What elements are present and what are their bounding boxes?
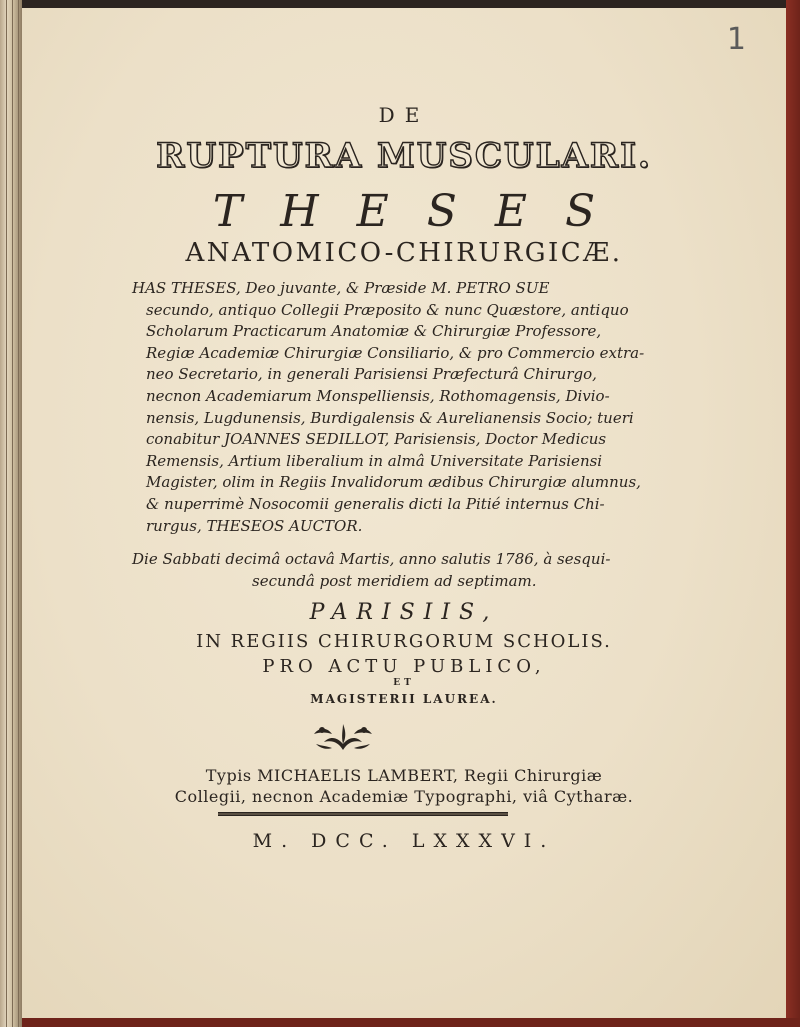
- book-edge-bottom: [22, 1018, 800, 1027]
- paragraph-line: Regiæ Academiæ Chirurgiæ Consiliario, & pro Commercio extra-: [146, 343, 645, 362]
- paragraph-line: necnon Academiarum Monspelliensis, Rothomagensis, Divio-: [146, 386, 610, 405]
- place-schools: IN REGIIS CHIRURGORUM SCHOLIS.: [196, 631, 612, 652]
- place-city: PARISIIS,: [309, 600, 499, 625]
- paragraph-line: Magister, olim in Regiis Invalidorum ædibus Chirurgiæ alumnus,: [146, 473, 641, 492]
- title-de: DE: [378, 103, 430, 127]
- paragraph-line: Scholarum Practicarum Anatomiæ & Chirurgiæ Professore,: [146, 322, 602, 341]
- paragraph-line: neo Secretario, in generali Parisiensi Præfecturâ Chirurgo,: [146, 365, 597, 384]
- paragraph-line: & nuperrimè Nosocomii generalis dicti la Pitié internus Chi-: [146, 494, 605, 513]
- paragraph-line: secundo, antiquo Collegii Præposito & nunc Quæstore, antiquo: [146, 300, 629, 319]
- title-page: [22, 8, 786, 1018]
- book-binding: [0, 0, 22, 1027]
- paragraph-line: HAS THESES, Deo juvante, & Præside M. PETRO SUE: [132, 279, 550, 297]
- printer-imprint: [22, 765, 786, 807]
- public-act: PRO ACTU PUBLICO,: [262, 656, 546, 677]
- page-number-annotation: 1: [726, 22, 746, 57]
- paragraph-line: nensis, Lugdunensis, Burdigalensis & Aurelianensis Socio; tueri: [146, 408, 634, 427]
- defense-date: [132, 548, 611, 592]
- publication-year: M. DCC. LXXXVI.: [252, 830, 556, 852]
- date-line: secundâ post meridiem ad septimam.: [252, 572, 537, 590]
- date-line: Die Sabbati decimâ octavâ Martis, anno salutis 1786, à sesqui-: [132, 550, 611, 568]
- paragraph-line: Remensis, Artium liberalium in almâ Universitate Parisiensi: [146, 451, 603, 470]
- book-edge-right: [786, 0, 800, 1027]
- title-subtitle: ANATOMICO-CHIRURGICÆ.: [185, 238, 623, 268]
- laurea-line: MAGISTERII LAUREA.: [310, 692, 498, 706]
- imprint-line: Collegii, necnon Academiæ Typographi, viâ Cytharæ.: [174, 787, 634, 806]
- dedication-paragraph: [132, 278, 645, 537]
- paragraph-line: rurgus, THESEOS AUCTOR.: [146, 516, 363, 535]
- imprint-line: Typis MICHAELIS LAMBERT, Regii Chirurgiæ: [205, 766, 603, 785]
- decorative-rule: [218, 811, 508, 817]
- paragraph-line: conabitur JOANNES SEDILLOT, Parisiensis, Doctor Medicus: [146, 430, 607, 449]
- conjunction-et: ET: [393, 678, 415, 688]
- title-theses: THESES: [212, 186, 634, 237]
- title-main: RUPTURA MUSCULARI.: [156, 136, 652, 176]
- floral-ornament: [310, 720, 376, 754]
